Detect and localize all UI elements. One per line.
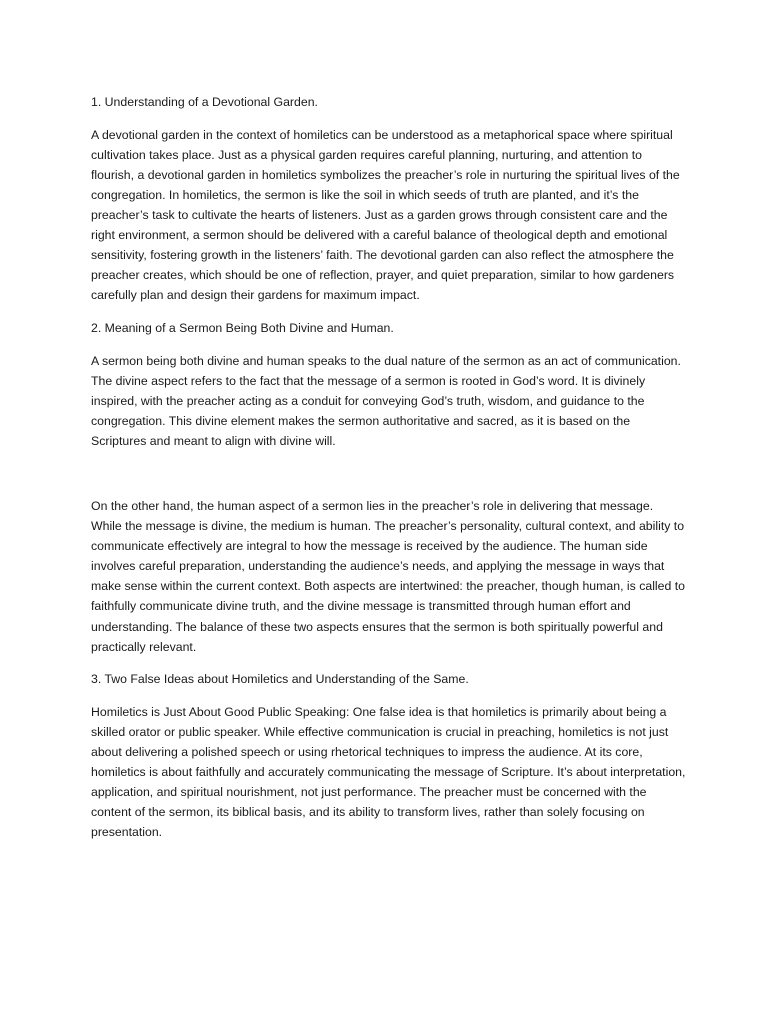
section-2-paragraph-2: On the other hand, the human aspect of a sermon lies in the preacher’s role in delivering that message. While the message is divine, the medium is human. The preacher’s personality, cultural context, and ability to communicate effectively are integral to how the message is received by the audience. The human side involves careful preparation, understanding the audience’s needs, and applying the message in ways that make sense within the current context. Both aspects are intertwined: the preacher, though human, is called to faithfully communicate divine truth, and the divine message is transmitted through human effort and understanding. The balance of these two aspects ensures that the sermon is both spiritually powerful and practically relevant.	[91, 499, 686, 654]
section-2-paragraph-1: A sermon being both divine and human speaks to the dual nature of the sermon as an act of communication. The divine aspect refers to the fact that the message of a sermon is rooted in God’s word. It is divinely inspired, with the preacher acting as a conduit for conveying God’s truth, wisdom, and guidance to the congregation. This divine element makes the sermon authoritative and sacred, as it is based on the Scriptures and meant to align with divine will.	[91, 353, 681, 448]
paragraph-spacer	[91, 464, 687, 497]
section-heading-1: 1. Understanding of a Devotional Garden.	[91, 95, 318, 109]
section-heading-3: 3. Two False Ideas about Homiletics and Understanding of the Same.	[91, 672, 469, 687]
section-3-paragraph-1: Homiletics is Just About Good Public Speaking: One false idea is that homiletics is primarily about being a skilled orator or public speaker. While effective communication is crucial in preaching, homiletics is not just about delivering a polished speech or using rhetorical techniques to impress the audience. At its core, homiletics is about faithfully and accurately communicating the message of Scripture. It’s about interpretation, application, and spiritual nourishment, not just performance. The preacher must be concerned with the content of the sermon, its biblical basis, and its ability to transform lives, rather than solely focusing on presentation.	[91, 704, 686, 840]
section-heading-2: 2. Meaning of a Sermon Being Both Divine and Human.	[91, 320, 394, 335]
section-1-paragraph-1: A devotional garden in the context of homiletics can be understood as a metaphorical space where spiritual cultivation takes place. Just as a physical garden requires careful planning, nurturing, and attention to flourish, a devotional garden in homiletics symbolizes the preacher’s role in nurturing the spiritual lives of the congregation. In homiletics, the sermon is like the soil in which seeds of truth are planted, and it’s the preacher’s task to cultivate the hearts of listeners. Just as a garden grows through consistent care and the right environment, a sermon should be delivered with a careful balance of theological depth and emotional sensitivity, fostering growth in the listeners’ faith. The devotional garden can also reflect the atmosphere the preacher creates, which should be one of reflection, prayer, and quiet preparation, similar to how gardeners carefully plan and design their gardens for maximum impact.	[91, 127, 680, 303]
document-body	[91, 92, 687, 855]
